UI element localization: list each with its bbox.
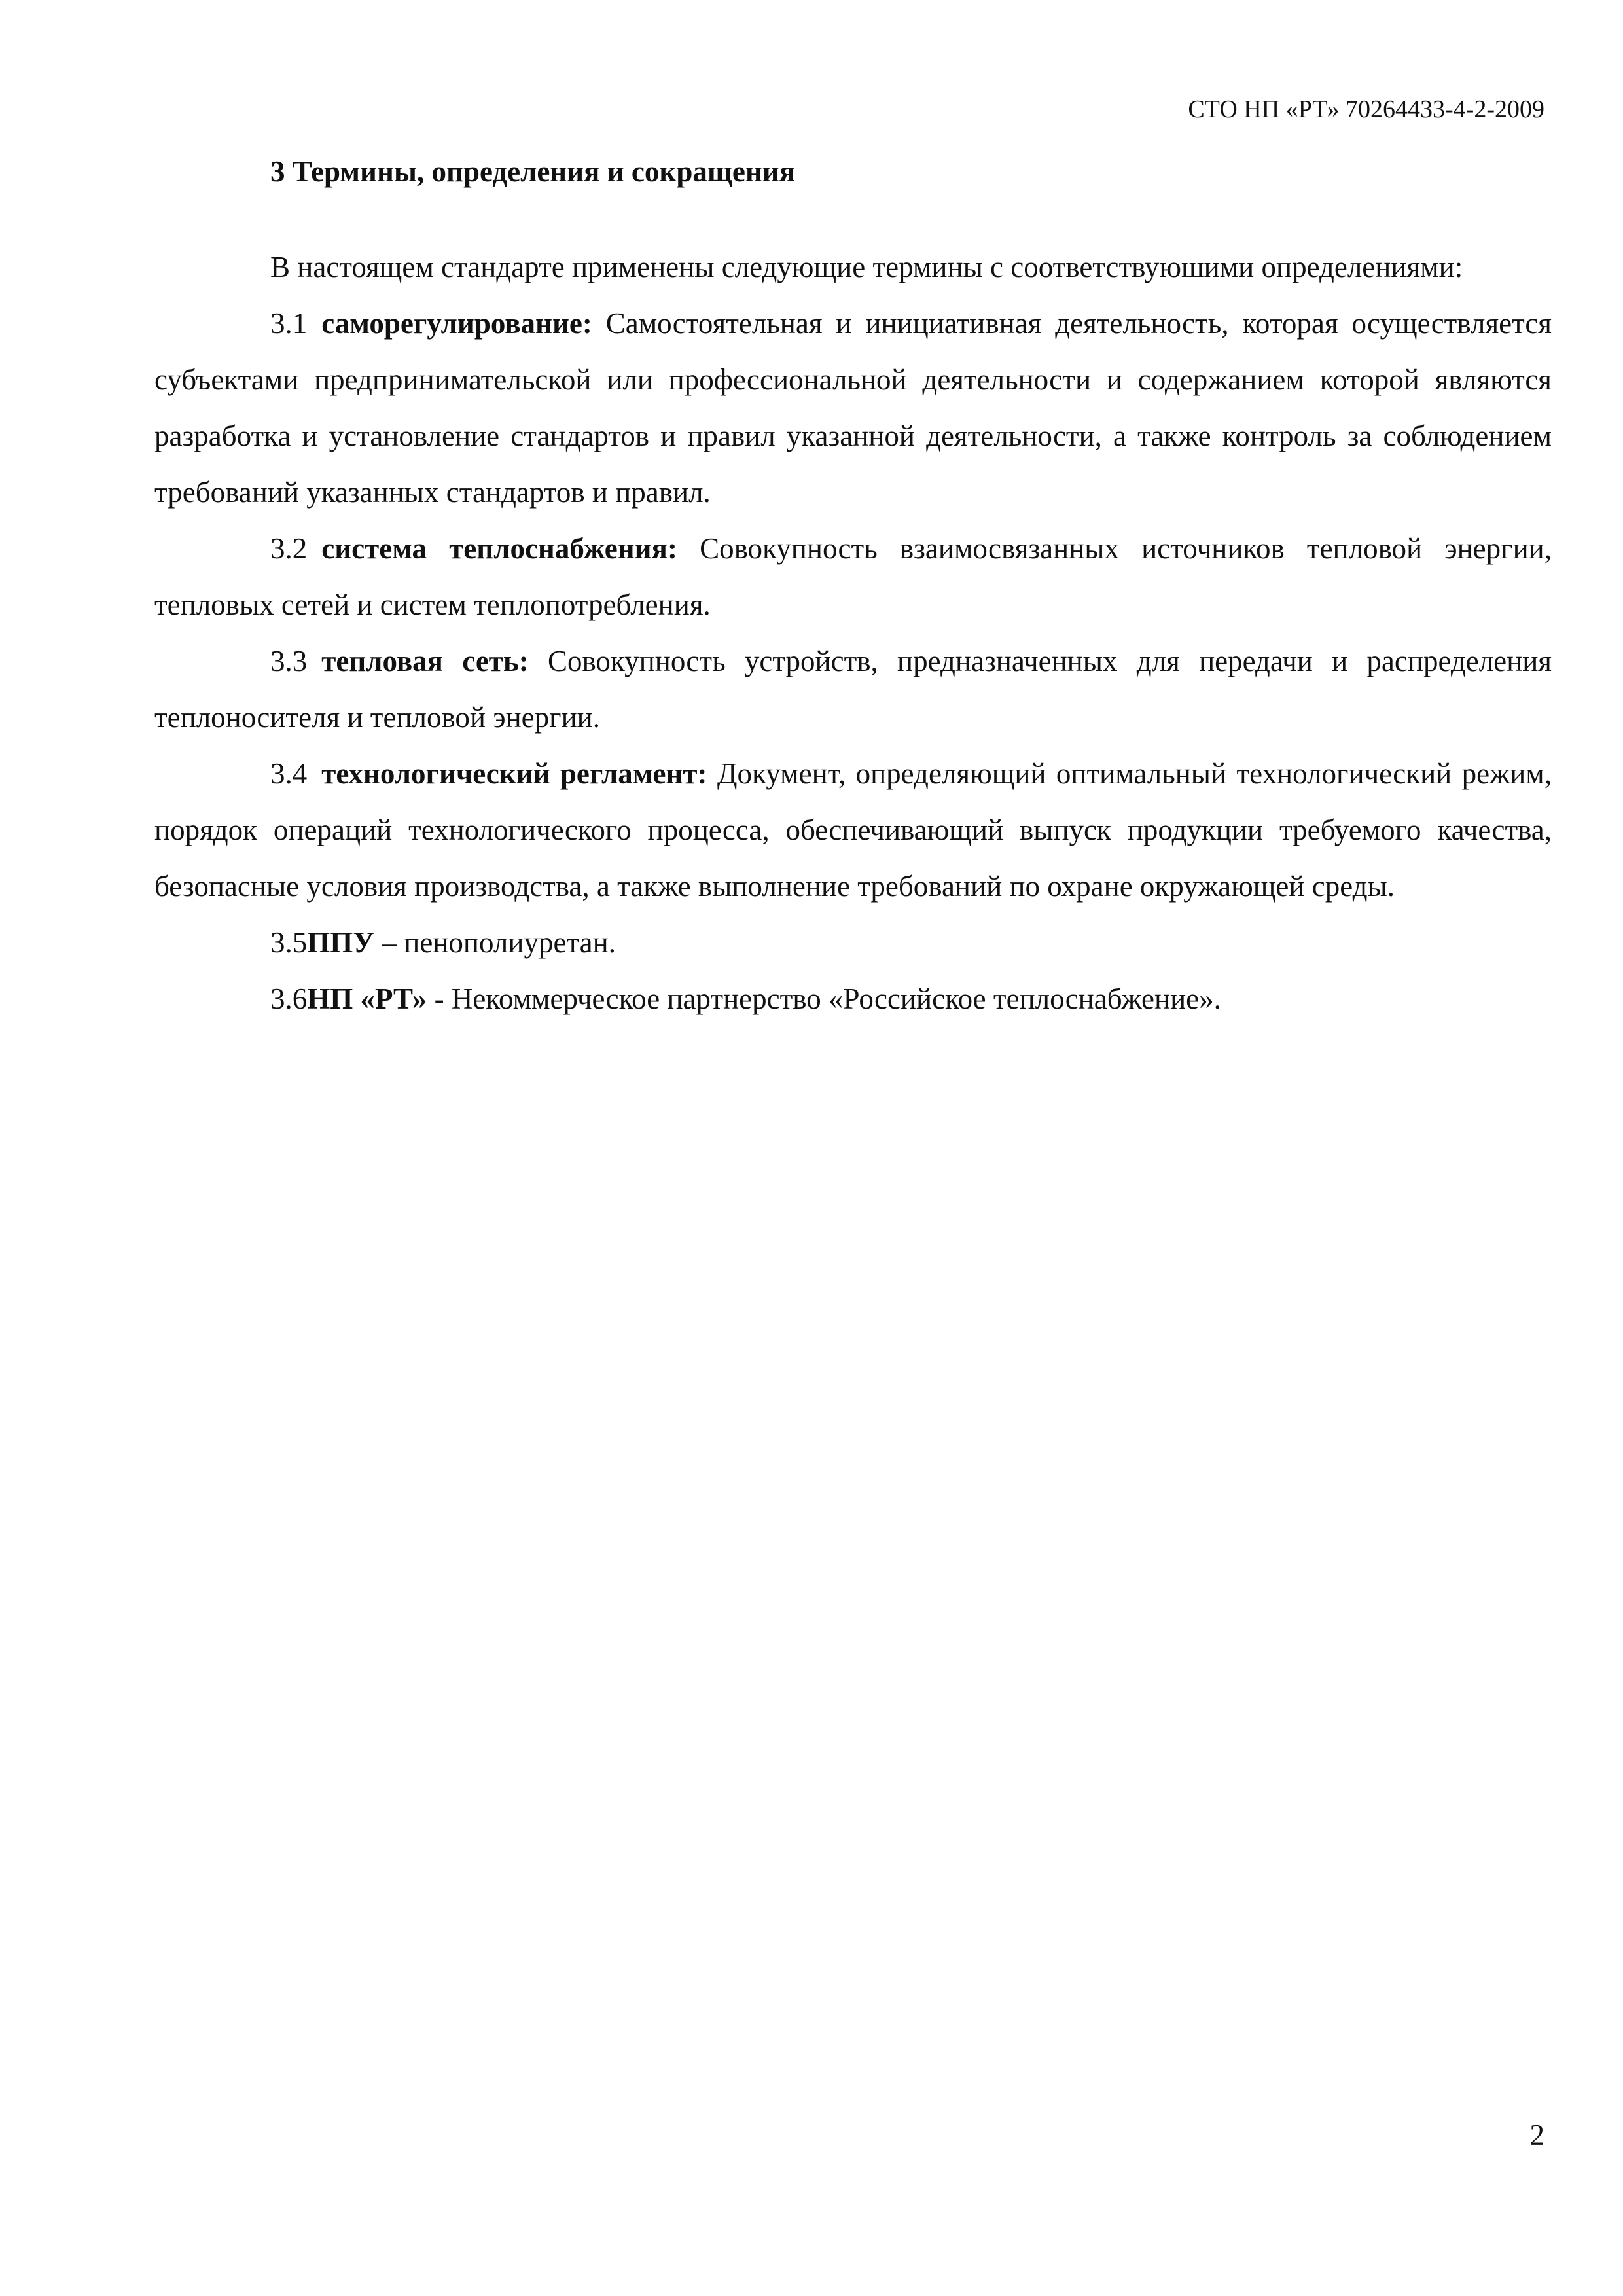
term-word: система теплоснабжения: <box>321 531 677 565</box>
term-number: 3.1 <box>270 306 308 340</box>
term-number: 3.5 <box>270 925 308 959</box>
term-entry-3-2 <box>154 520 1552 633</box>
term-number: 3.6 <box>270 982 308 1015</box>
term-definition: Совокупность взаимосвязанных источников тепловой энергии, тепловых сетей и систем теплопотребления. <box>154 531 1552 621</box>
term-definition: Документ, определяющий оптимальный технологический режим, порядок операций технологического процесса, обеспечивающий выпуск продукции требуемого качества, безопасные условия производства, а также выполнение требований по охране окружающей среды. <box>154 757 1552 903</box>
page-content <box>154 152 1552 1027</box>
term-word: НП «РТ» <box>307 982 427 1015</box>
term-entry-3-4 <box>154 745 1552 914</box>
page-number: 2 <box>1529 2119 1544 2151</box>
term-entry-3-5 <box>154 914 1552 971</box>
section-intro: В настоящем стандарте применены следующие термины с соответствуюшими определениями: <box>270 250 1463 283</box>
term-word: саморегулирование: <box>321 306 592 340</box>
term-number: 3.2 <box>270 531 308 565</box>
term-definition: - Некоммерческое партнерство «Российское теплоснабжение». <box>434 982 1221 1015</box>
term-entry-3-6 <box>154 971 1552 1027</box>
term-number: 3.3 <box>270 644 308 677</box>
term-entry-3-1 <box>154 295 1552 520</box>
term-definition: Самостоятельная и инициативная деятельность, которая осуществляется субъектами предпринимательской или профессиональной деятельности и содержанием которой являются разработка и установление стандартов и правил указанной деятельности, а также контроль за соблюдением требований указанных стандартов и правил. <box>154 306 1552 509</box>
term-word: ППУ <box>307 925 375 959</box>
document-code: СТО НП «РТ» 70264433-4-2-2009 <box>1188 96 1544 123</box>
term-definition: Совокупность устройств, предназначенных для передачи и распределения теплоносителя и тепловой энергии. <box>154 644 1552 734</box>
section-title: 3 Термины, определения и сокращения <box>270 155 796 188</box>
term-definition: – пенополиуретан. <box>382 925 616 959</box>
term-number: 3.4 <box>270 757 308 790</box>
term-word: технологический регламент: <box>321 757 707 790</box>
term-word: тепловая сеть: <box>321 644 529 677</box>
term-entry-3-3 <box>154 633 1552 745</box>
